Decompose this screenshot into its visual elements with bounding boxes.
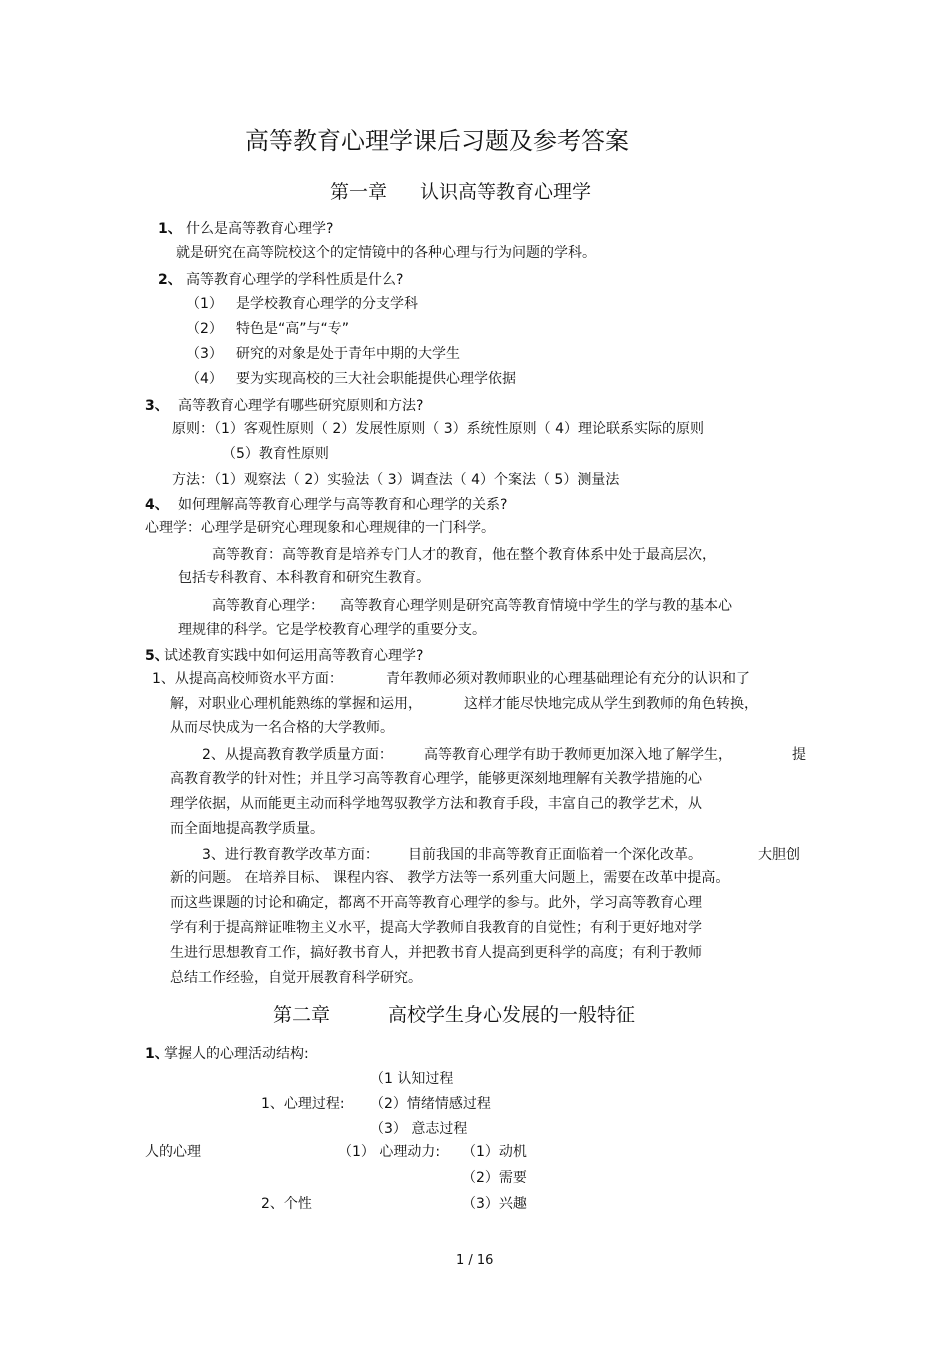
paragraph-line: 心理学：心理学是研究心理现象和心理规律的一门科学。 <box>145 520 495 536</box>
paragraph-line: 2、从提高教育教学质量方面： <box>202 747 393 763</box>
paragraph-line: 新的问题。 在培养目标、 课程内容、 教学方法等一系列重大问题上，需要在改革中提高。 <box>170 870 730 886</box>
list-item-number: （4） <box>186 371 223 387</box>
paragraph-line: 学有利于提高辩证唯物主义水平，提高大学教师自我教育的自觉性；有利于更好地对学 <box>170 920 702 936</box>
tree-root: 人的心理 <box>145 1144 201 1160</box>
principles-line: 原则：（1）客观性原则（ 2）发展性原则（ 3）系统性原则（ 4）理论联系实际的原则 <box>172 421 704 437</box>
tree-leaf: （1）动机 <box>462 1144 527 1160</box>
tree-leaf: （3） 意志过程 <box>370 1121 468 1137</box>
paragraph-line: 高等教育心理学： <box>212 598 324 614</box>
page-number: 1 / 16 <box>456 1253 494 1268</box>
paragraph-line: 高等教育心理学则是研究高等教育情境中学生的学与教的基本心 <box>340 598 732 614</box>
tree-leaf: （2）需要 <box>462 1170 527 1186</box>
paragraph-line: 从而尽快成为一名合格的大学教师。 <box>170 720 394 736</box>
paragraph-line: 大胆创 <box>758 847 800 863</box>
document-title: 高等教育心理学课后习题及参考答案 <box>245 127 629 155</box>
question-text: 什么是高等教育心理学? <box>186 221 334 237</box>
paragraph-line: 而这些课题的讨论和确定，都离不开高等教育心理学的参与。此外，学习高等教育心理 <box>170 895 702 911</box>
paragraph-line: 而全面地提高教学质量。 <box>170 821 324 837</box>
principles-line: （5）教育性原则 <box>222 446 329 462</box>
answer-text: 就是研究在高等院校这个的定情镜中的各种心理与行为问题的学科。 <box>176 245 596 261</box>
paragraph-line: 高等教育心理学有助于教师更加深入地了解学生， <box>424 747 732 763</box>
chapter-2-label: 第二章 <box>273 1004 331 1026</box>
question-text: 高等教育心理学的学科性质是什么? <box>186 272 404 288</box>
paragraph-line: 解，对职业心理机能熟练的掌握和运用， <box>170 696 422 712</box>
list-item-number: （2） <box>186 321 223 337</box>
tree-branch: 2、个性 <box>261 1196 312 1212</box>
list-item-number: （1） <box>186 296 223 312</box>
list-item-text: 特色是“高”与“专” <box>236 321 350 337</box>
paragraph-line: 青年教师必须对教师职业的心理基础理论有充分的认识和了 <box>386 671 750 687</box>
paragraph-line: 总结工作经验，自觉开展教育科学研究。 <box>170 970 422 986</box>
question-text: 高等教育心理学有哪些研究原则和方法? <box>178 398 424 414</box>
list-item-text: 是学校教育心理学的分支学科 <box>236 296 418 312</box>
paragraph-line: 生进行思想教育工作，搞好教书育人，并把教书育人提高到更科学的高度；有利于教师 <box>170 945 702 961</box>
question-number: 2、 <box>158 272 182 288</box>
chapter-1-name: 认识高等教育心理学 <box>420 181 592 203</box>
methods-line: 方法：（1）观察法（ 2）实验法（ 3）调查法（ 4）个案法（ 5）测量法 <box>172 472 620 488</box>
tree-branch: 1、心理过程: <box>261 1096 345 1112</box>
paragraph-line: 理学依据，从而能更主动而科学地驾驭教学方法和教育手段，丰富自己的教学艺术，从 <box>170 796 702 812</box>
paragraph-line: 这样才能尽快地完成从学生到教师的角色转换， <box>464 696 758 712</box>
chapter-1-label: 第一章 <box>330 181 388 203</box>
paragraph-line: 理规律的科学。它是学校教育心理学的重要分支。 <box>178 622 486 638</box>
paragraph-line: 高等教育：高等教育是培养专门人才的教育，他在整个教育体系中处于最高层次， <box>212 547 716 563</box>
tree-leaf: （2）情绪情感过程 <box>370 1096 491 1112</box>
question-text: 掌握人的心理活动结构: <box>164 1046 309 1062</box>
list-item-text: 研究的对象是处于青年中期的大学生 <box>236 346 460 362</box>
list-item-text: 要为实现高校的三大社会职能提供心理学依据 <box>236 371 516 387</box>
list-item-number: （3） <box>186 346 223 362</box>
tree-leaf: （1 认知过程 <box>370 1071 454 1087</box>
chapter-2-name: 高校学生身心发展的一般特征 <box>388 1004 636 1026</box>
paragraph-line: 包括专科教育、本科教育和研究生教育。 <box>178 570 430 586</box>
paragraph-line: 提 <box>792 747 806 763</box>
question-number: 1、 <box>158 221 182 237</box>
question-number: 4、 <box>145 497 169 513</box>
question-number: 5、 <box>145 648 169 664</box>
tree-branch: （1） 心理动力: <box>338 1144 441 1160</box>
question-number: 1、 <box>145 1046 169 1062</box>
tree-leaf: （3）兴趣 <box>462 1196 527 1212</box>
paragraph-line: 高教育教学的针对性；并且学习高等教育心理学，能够更深刻地理解有关教学措施的心 <box>170 771 702 787</box>
paragraph-line: 目前我国的非高等教育正面临着一个深化改革。 <box>408 847 702 863</box>
paragraph-line: 3、进行教育教学改革方面： <box>202 847 379 863</box>
question-text: 试述教育实践中如何运用高等教育心理学? <box>164 648 424 664</box>
paragraph-line: 1、从提高高校师资水平方面： <box>152 671 343 687</box>
question-text: 如何理解高等教育心理学与高等教育和心理学的关系? <box>178 497 508 513</box>
question-number: 3、 <box>145 398 169 414</box>
